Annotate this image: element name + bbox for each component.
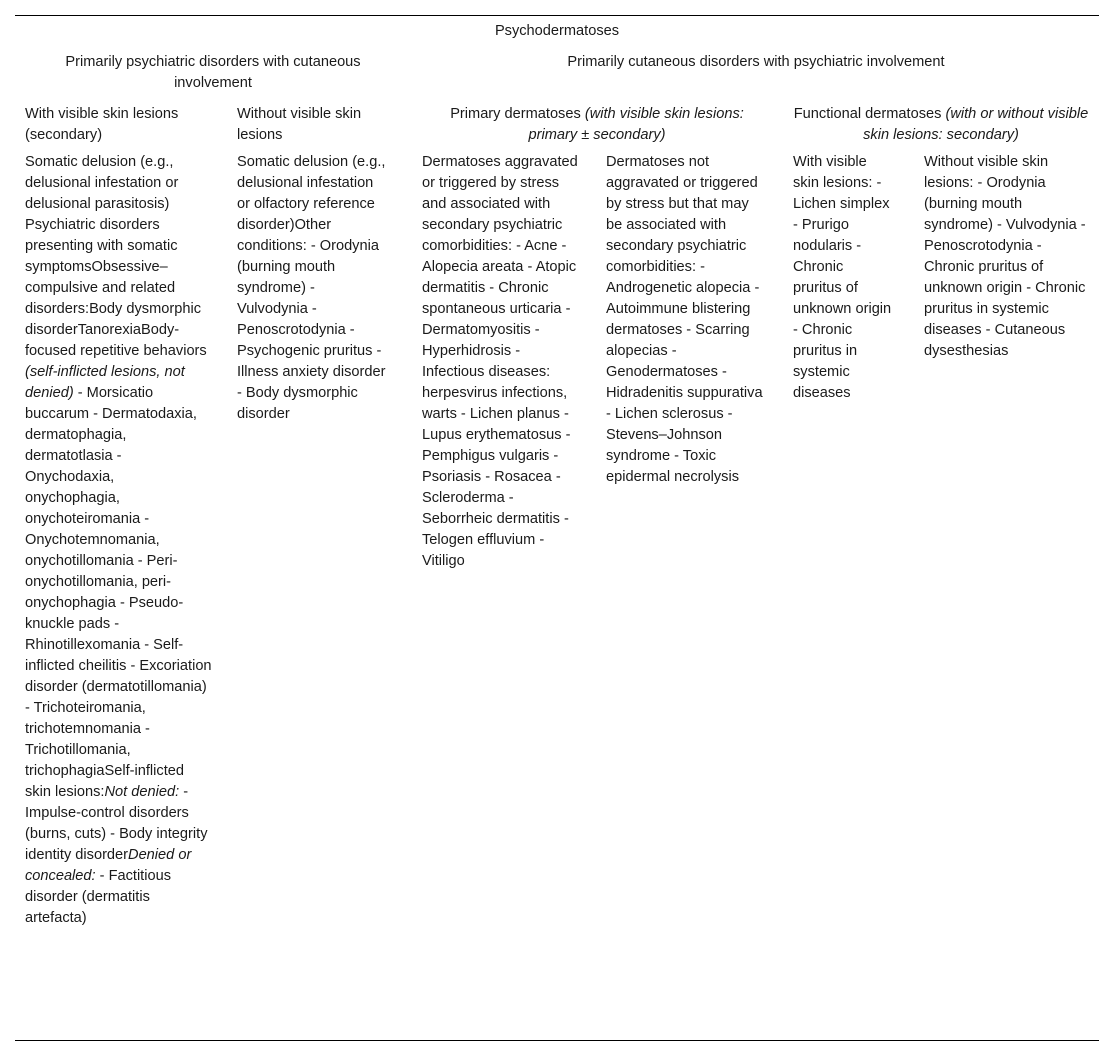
subheader-without-visible-lesions: Without visible skin lesions [237,106,362,143]
functional-dermatoses-note: (with or without visible skin lesions: secondary) [863,106,1089,143]
subheader-functional-dermatoses [793,104,1089,146]
cell-with-visible-lesions: Somatic delusion (e.g., delusional infestation or delusional parasitosis) Psychiatric disorders presenting with somatic symptomsObsessive–compulsive and related disorders:Body dysmorphic disorderTanorexiaBody-focused repetitive behaviors (self-inflicted lesions, not denied) - Morsicatio buccarum - Dermatodaxia, dermatophagia, dermatotlasia - Onychodaxia, onychophagia, onychoteiromania - Onychotemnomania, onychotillomania - Peri-onychotillomania, peri-onychophagia - Pseudo-knuckle pads - Rhinotillexomania - Self-inflicted cheilitis - Excoriation disorder (dermatotillomania) - Trichoteiromania, trichotemnomania - Trichotillomania, trichophagiaSelf-inflicted skin lesions:Not denied: - Impulse-control disorders (burns, cuts) - Body integrity identity disorderDenied or concealed: - Factitious disorder (dermatitis artefacta) [25,154,212,926]
group-header-psychiatric: Primarily psychiatric disorders with cutaneous involvement [65,54,361,91]
table-title: Psychodermatoses [494,23,620,39]
cell-aggravated-by-stress: Dermatoses aggravated or triggered by stress and associated with secondary psychiatric comorbidities: - Acne - Alopecia areata - Atopic dermatitis - Chronic spontaneous urticaria - Dermatomyositis - Hyperhidrosis - Infectious diseases: herpesvirus infections, warts - Lichen planus - Lupus erythematosus - Pemphigus vulgaris - Psoriasis - Rosacea - Scleroderma - Seborrheic dermatitis - Telogen effluvium - Vitiligo [422,154,578,569]
table-top-rule [15,15,1099,16]
subheader-with-visible-lesions: With visible skin lesions (secondary) [25,106,179,143]
subheader-primary-dermatoses [425,104,769,146]
group-header-cutaneous: Primarily cutaneous disorders with psychiatric involvement [567,54,945,70]
table-bottom-rule [15,1040,1099,1041]
primary-dermatoses-note: (with visible skin lesions: primary ± secondary) [528,106,744,143]
primary-dermatoses-label: Primary dermatoses [450,106,585,122]
cell-without-visible-lesions: Somatic delusion (e.g., delusional infestation or olfactory reference disorder)Other conditions: - Orodynia (burning mouth syndrome) - Vulvodynia - Penoscrotodynia - Psychogenic pruritus - Illness anxiety disorder - Body dysmorphic disorder [237,154,386,422]
functional-dermatoses-label: Functional dermatoses [793,106,946,122]
cell-functional-with-visible: With visible skin lesions: - Lichen simplex - Prurigo nodularis - Chronic pruritus of unknown origin - Chronic pruritus in systemic diseases [793,154,892,401]
cell-not-aggravated-by-stress: Dermatoses not aggravated or triggered by stress but that may be associated with secondary psychiatric comorbidities: - Androgenetic alopecia - Autoimmune blistering dermatoses - Scarring alopecias - Genodermatoses - Hidradenitis suppurativa - Lichen sclerosus - Stevens–Johnson syndrome - Toxic epidermal necrolysis [606,154,763,485]
cell-functional-without-visible: Without visible skin lesions: - Orodynia (burning mouth syndrome) - Vulvodynia - Penoscrotodynia - Chronic pruritus of unknown origin - Chronic pruritus in systemic diseases - Cutaneous dysesthesias [924,154,1086,359]
